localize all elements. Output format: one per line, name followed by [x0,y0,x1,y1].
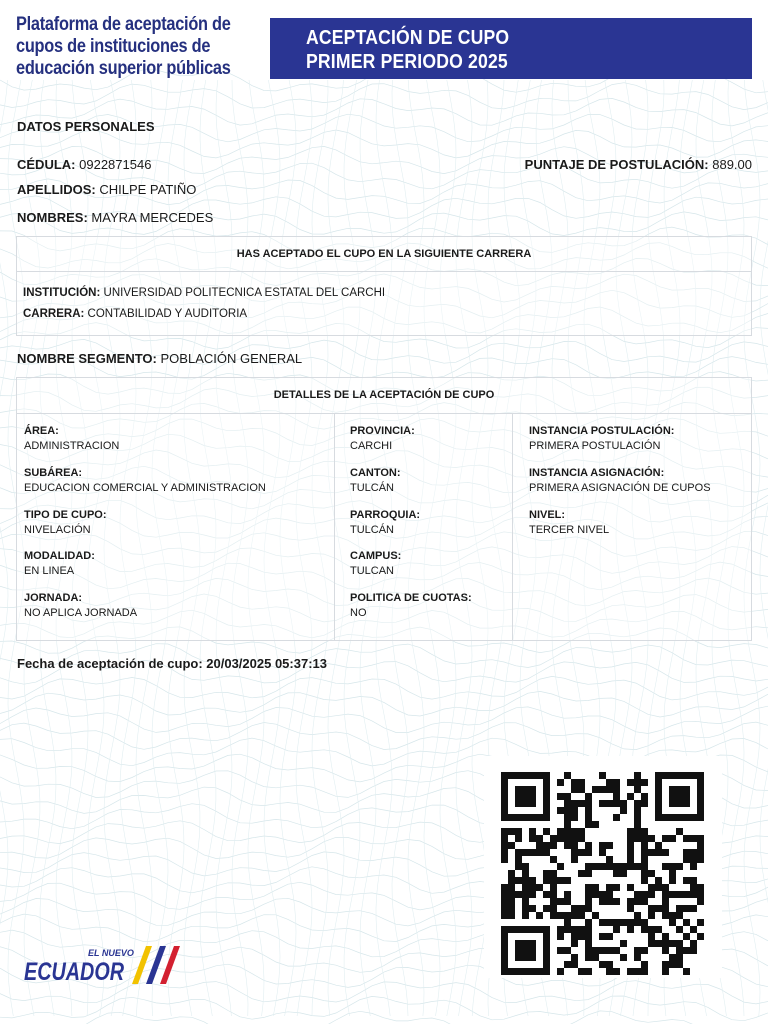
field-label: INSTANCIA POSTULACIÓN: [529,425,675,437]
field-modalidad [24,550,95,577]
cedula-row [17,157,151,172]
field-instancia-asignacion [529,467,711,494]
field-canton [350,467,401,494]
field-label: JORNADA: [24,592,83,604]
column-divider-2 [512,413,513,640]
field-subarea [24,467,266,494]
platform-title [16,14,231,80]
field-label: SUBÁREA: [24,467,83,479]
platform-title-line1: Plataforma de aceptación de [16,14,231,35]
segment-label: NOMBRE SEGMENTO: [17,351,157,366]
nombres-label: NOMBRES: [17,210,88,225]
field-nivel [529,509,609,536]
field-jornada [24,592,137,619]
details-box-header: DETALLES DE LA ACEPTACIÓN DE CUPO [17,378,751,414]
field-value: TERCER NIVEL [529,524,610,536]
carrera-row [23,308,247,320]
institucion-row [23,287,385,299]
cedula-value: 0922871546 [79,157,152,172]
apellidos-label: APELLIDOS: [17,182,96,197]
field-label: CANTON: [350,467,401,479]
field-value: ADMINISTRACION [24,440,120,452]
field-label: POLITICA DE CUOTAS: [350,592,472,604]
field-value: TULCAN [350,565,395,577]
platform-title-line3: educación superior públicas [16,58,231,79]
field-value: NIVELACIÓN [24,524,91,536]
section-title-personal: DATOS PERSONALES [17,119,155,134]
field-tipo-cupo [24,509,107,536]
puntaje-value: 889.00 [712,157,752,172]
segment-row [17,351,302,366]
field-label: PROVINCIA: [350,425,415,437]
puntaje-row [525,157,752,172]
field-label: CAMPUS: [350,550,402,562]
field-value: TULCÁN [350,482,395,494]
field-value: NO [350,607,367,619]
details-box [16,377,752,641]
field-campus [350,550,401,577]
apellidos-row [17,182,196,197]
nombres-row [17,210,213,225]
field-value: PRIMERA ASIGNACIÓN DE CUPOS [529,482,711,494]
cedula-label: CÉDULA: [17,157,76,172]
field-value: TULCÁN [350,524,395,536]
institucion-label: INSTITUCIÓN: [23,287,101,299]
institucion-value: UNIVERSIDAD POLITECNICA ESTATAL DEL CARCHI [103,287,386,299]
platform-title-line2: cupos de instituciones de [16,36,211,57]
field-politica-cuotas [350,592,472,619]
segment-value: POBLACIÓN GENERAL [160,351,303,366]
banner-title: ACEPTACIÓN DE CUPO [306,27,510,49]
banner-period: PRIMER PERIODO 2025 [306,51,508,73]
qr-code-image [484,756,722,978]
carrera-value: CONTABILIDAD Y AUDITORIA [87,308,248,320]
qr-code [484,756,722,978]
field-value: EN LINEA [24,565,75,577]
carrera-label: CARRERA: [23,308,85,320]
field-label: TIPO DE CUPO: [24,509,107,521]
field-label: PARROQUIA: [350,509,421,521]
field-label: MODALIDAD: [24,550,95,562]
field-value: CARCHI [350,440,393,452]
field-value: NO APLICA JORNADA [24,607,138,619]
nombres-value: MAYRA MERCEDES [91,210,214,225]
field-provincia [350,425,415,452]
document-banner [270,18,752,79]
field-instancia-postulacion [529,425,674,452]
field-label: INSTANCIA ASIGNACIÓN: [529,467,665,479]
apellidos-value: CHILPE PATIÑO [99,182,197,197]
field-label: NIVEL: [529,509,566,521]
field-value: PRIMERA POSTULACIÓN [529,440,661,452]
acceptance-date: Fecha de aceptación de cupo: 20/03/2025 05:37:13 [17,656,327,671]
el-nuevo-ecuador-logo [22,944,182,993]
logo-stripes [132,946,180,984]
logo-big-text: ECUADOR [24,958,124,986]
logo-image [22,944,182,988]
field-value: EDUCACION COMERCIAL Y ADMINISTRACION [24,482,266,494]
field-parroquia [350,509,420,536]
field-label: ÁREA: [24,425,59,437]
field-area [24,425,119,452]
career-box-header: HAS ACEPTADO EL CUPO EN LA SIGUIENTE CARRERA [17,237,751,272]
column-divider-1 [334,413,335,640]
puntaje-label: PUNTAJE DE POSTULACIÓN: [524,157,709,172]
career-box [16,236,752,336]
logo-small-text: EL NUEVO [88,948,134,958]
